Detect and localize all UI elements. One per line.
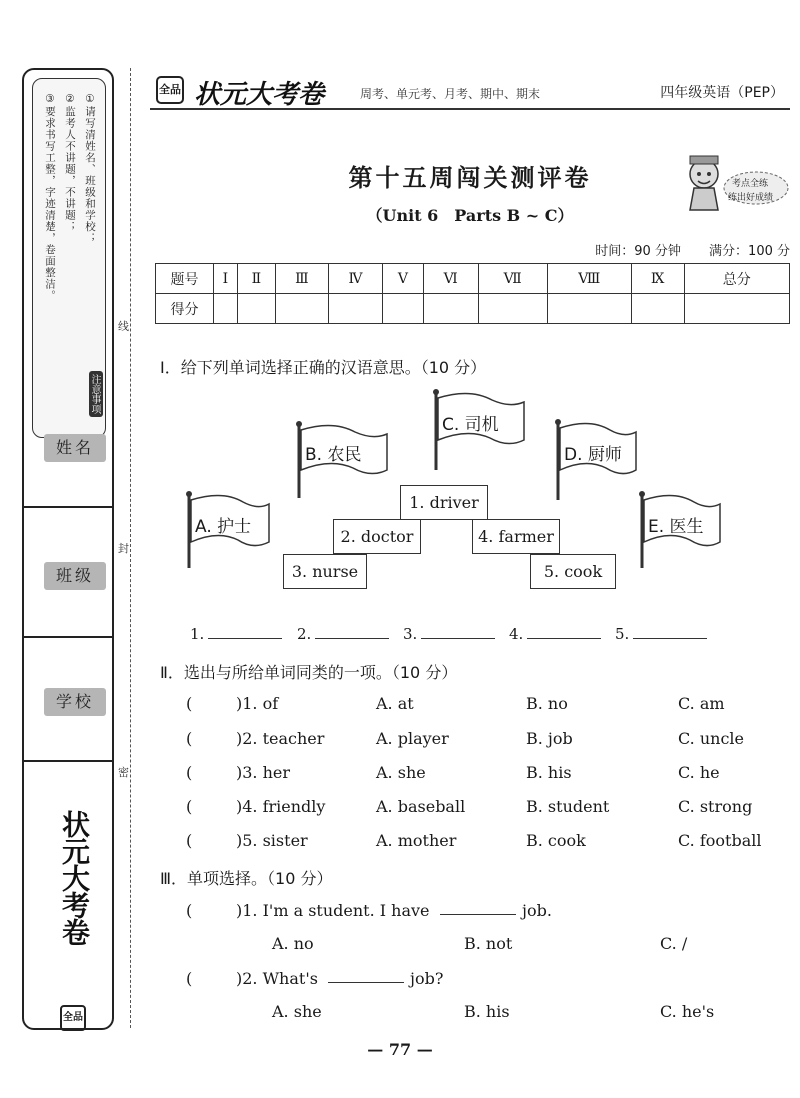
question-stem: )2. What's	[236, 969, 318, 988]
brand-title: 状元大考卷	[194, 80, 325, 110]
flag-e	[636, 490, 726, 570]
option-c: C. /	[660, 934, 688, 953]
notice-line-1: ①请写清姓名、班级和学校；	[84, 93, 96, 244]
flag-b	[293, 420, 393, 500]
answer-paren[interactable]: (	[186, 763, 193, 782]
question-stem-end: job.	[522, 901, 552, 920]
answer-paren[interactable]: (	[186, 729, 193, 748]
score-cell[interactable]	[684, 294, 790, 324]
option-c: C. strong	[678, 797, 753, 816]
answer-blank-2[interactable]	[297, 625, 389, 643]
flag-label: D. 厨师	[564, 445, 622, 465]
option-c: C. am	[678, 694, 725, 713]
question-word: )1. of	[236, 694, 279, 713]
flag-label: B. 农民	[305, 445, 362, 465]
table-cell: Ⅸ	[631, 264, 684, 294]
option-b: B. his	[464, 1002, 510, 1021]
question-word: )5. sister	[236, 831, 308, 850]
page-subtitle: （Unit 6 Parts B ~ C）	[366, 206, 574, 225]
publisher-logo-icon: 全品	[156, 76, 184, 104]
section-3-heading: Ⅲ．单项选择。（10 分）	[160, 869, 333, 888]
option-a: A. baseball	[376, 797, 466, 816]
options-row	[186, 934, 786, 958]
option-c: C. uncle	[678, 729, 744, 748]
question-stem-end: job?	[410, 969, 444, 988]
option-b: B. cook	[526, 831, 586, 850]
publisher-logo-icon: 全品	[60, 1005, 86, 1031]
cut-line	[130, 68, 131, 1028]
option-b: B. no	[526, 694, 568, 713]
table-cell: 题号	[156, 264, 214, 294]
cut-mark: 密	[118, 766, 129, 779]
grade-subject: 四年级英语（PEP）	[660, 85, 784, 101]
answer-blank-1[interactable]	[190, 625, 282, 643]
section-2-heading: Ⅱ．选出与所给单词同类的一项。（10 分）	[160, 663, 458, 682]
flag-d	[552, 418, 642, 502]
page-number: — 77 —	[367, 1040, 433, 1059]
header-rule	[150, 108, 790, 110]
notice-box	[32, 78, 106, 438]
blank-line[interactable]	[421, 625, 495, 639]
option-a: A. mother	[376, 831, 457, 850]
school-label: 学校	[44, 688, 106, 716]
table-row	[156, 264, 790, 294]
question-word: )3. her	[236, 763, 291, 782]
table-cell: 得分	[156, 294, 214, 324]
flag-label: A. 护士	[195, 517, 252, 537]
table-cell: Ⅴ	[383, 264, 423, 294]
page-title: 第十五周闯关测评卷	[348, 164, 592, 192]
fill-blank[interactable]	[440, 901, 516, 915]
option-a: A. player	[376, 729, 449, 748]
exam-meta	[571, 240, 790, 259]
option-b: B. student	[526, 797, 610, 816]
flag-label: C. 司机	[442, 415, 499, 435]
answer-paren[interactable]: (	[186, 797, 193, 816]
question-row	[186, 763, 786, 787]
strip-divider	[24, 506, 112, 508]
answer-blank-3[interactable]	[403, 625, 495, 643]
blank-number: 2.	[297, 625, 312, 643]
flag-a	[183, 490, 273, 570]
flag-label: E. 医生	[648, 517, 704, 537]
table-cell: Ⅷ	[547, 264, 631, 294]
table-cell: Ⅵ	[423, 264, 478, 294]
score-cell[interactable]	[547, 294, 631, 324]
option-c: C. he's	[660, 1002, 715, 1021]
question-row	[186, 694, 786, 718]
blank-number: 5.	[615, 625, 630, 643]
blank-number: 1.	[190, 625, 205, 643]
class-label: 班级	[44, 562, 106, 590]
exam-types: 周考、单元考、月考、期中、期末	[360, 87, 541, 101]
score-cell[interactable]	[328, 294, 383, 324]
cut-mark: 线	[118, 320, 129, 333]
binding-strip	[22, 68, 114, 1030]
word-box-cook: 5. cook	[530, 554, 616, 589]
blank-line[interactable]	[208, 625, 282, 639]
notice-heading: 注意事项	[89, 371, 103, 417]
score-table	[155, 263, 790, 324]
question-row	[186, 797, 786, 821]
table-cell: Ⅰ	[214, 264, 238, 294]
question-word: )4. friendly	[236, 797, 326, 816]
flag-c	[430, 388, 530, 472]
cut-mark: 封	[118, 542, 129, 555]
strip-divider	[24, 760, 112, 762]
blank-line[interactable]	[527, 625, 601, 639]
answer-paren[interactable]: (	[186, 831, 193, 850]
full-score: 满分：100 分	[709, 244, 790, 259]
question-stem: )1. I'm a student. I have	[236, 901, 430, 920]
answer-paren[interactable]: (	[186, 969, 193, 988]
option-b: B. not	[464, 934, 513, 953]
time-limit: 时间：90 分钟	[595, 244, 681, 259]
option-a: A. she	[272, 1002, 322, 1021]
section-1-heading: Ⅰ．给下列单词选择正确的汉语意思。（10 分）	[160, 358, 487, 377]
table-cell: Ⅳ	[328, 264, 383, 294]
table-cell: Ⅲ	[275, 264, 328, 294]
option-a: A. at	[376, 694, 414, 713]
option-c: C. football	[678, 831, 762, 850]
score-cell[interactable]	[214, 294, 238, 324]
mascot-illustration	[680, 148, 790, 218]
strip-divider	[24, 636, 112, 638]
option-c: C. he	[678, 763, 720, 782]
name-label: 姓名	[44, 434, 106, 462]
answer-blank-5[interactable]	[615, 625, 707, 643]
option-b: B. his	[526, 763, 572, 782]
notice-line-3: ③要求书写工整，字迹清楚，卷面整洁。	[44, 93, 56, 302]
strip-brand-logo: 状元大考卷	[58, 810, 91, 945]
blank-line[interactable]	[315, 625, 389, 639]
question-row	[186, 831, 786, 855]
option-b: B. job	[526, 729, 573, 748]
blank-number: 4.	[509, 625, 524, 643]
word-box-driver: 1. driver	[400, 485, 488, 520]
answer-paren[interactable]: (	[186, 694, 193, 713]
score-cell[interactable]	[237, 294, 275, 324]
blank-line[interactable]	[633, 625, 707, 639]
table-row	[156, 294, 790, 324]
answer-blank-4[interactable]	[509, 625, 601, 643]
mascot-caption-1: 考点全练	[732, 179, 769, 189]
score-cell[interactable]	[423, 294, 478, 324]
fill-blank[interactable]	[328, 969, 404, 983]
score-cell[interactable]	[383, 294, 423, 324]
mascot-caption-2: 练出好成绩	[728, 193, 774, 203]
score-cell[interactable]	[478, 294, 547, 324]
word-box-farmer: 4. farmer	[472, 519, 560, 554]
option-a: A. she	[376, 763, 426, 782]
word-box-nurse: 3. nurse	[283, 554, 367, 589]
options-row	[186, 1002, 786, 1026]
question-row	[186, 729, 786, 753]
table-cell: 总分	[684, 264, 790, 294]
question-row	[186, 901, 786, 925]
notice-line-2: ②监考人不讲题，不讲题；	[64, 93, 76, 233]
question-word: )2. teacher	[236, 729, 325, 748]
option-a: A. no	[272, 934, 314, 953]
word-box-doctor: 2. doctor	[333, 519, 421, 554]
page-header	[150, 72, 790, 112]
question-row	[186, 969, 786, 993]
blank-number: 3.	[403, 625, 418, 643]
table-cell: Ⅱ	[237, 264, 275, 294]
answer-paren[interactable]: (	[186, 901, 193, 920]
score-cell[interactable]	[631, 294, 684, 324]
score-cell[interactable]	[275, 294, 328, 324]
table-cell: Ⅶ	[478, 264, 547, 294]
